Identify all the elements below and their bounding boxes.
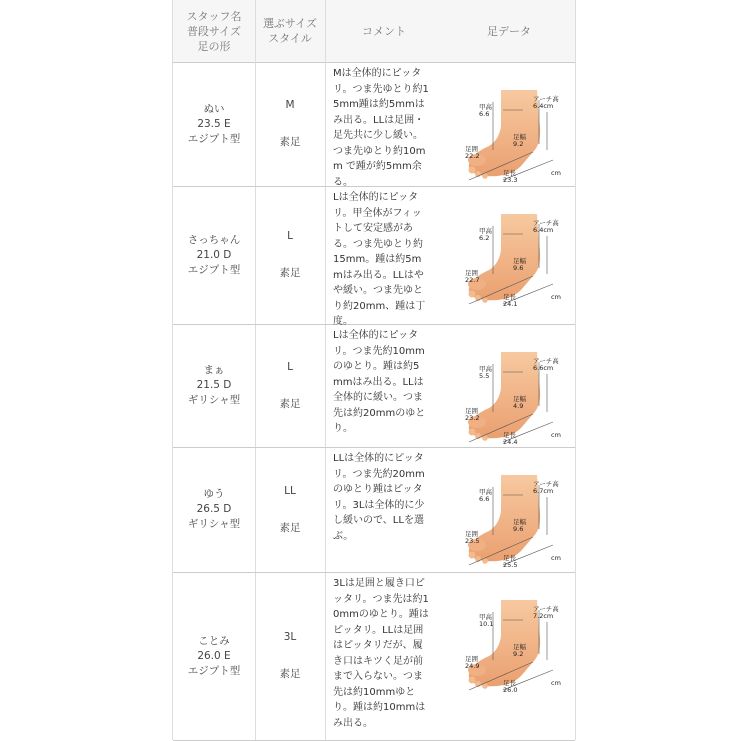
staff-name: まぁ [203, 364, 225, 376]
foot-illustration [463, 214, 569, 312]
chosen-size: LL [284, 484, 296, 497]
label-width: 足幅 9.6 [513, 257, 526, 272]
size-cell [255, 324, 325, 447]
label-length: 足長 24.1 [503, 293, 518, 308]
table-row [173, 572, 575, 741]
header-staff [173, 0, 255, 62]
staff-cell [173, 324, 255, 447]
label-arch: アーチ高 6.4cm [533, 95, 559, 110]
usual-size: 26.0 E [197, 649, 231, 662]
size-cell [255, 447, 325, 572]
label-arch: アーチ高 6.6cm [533, 357, 559, 372]
table-row [173, 186, 575, 325]
comment-text: LLは全体的にピッタリ。つま先約20mmのゆとり踵はピッタリ。3Lは全体的に少し緩いので、LLを選ぶ。 [333, 453, 425, 542]
usual-size: 23.5 E [197, 117, 231, 130]
foot-shape: ギリシャ型 [187, 518, 241, 530]
label-length: 足長 25.5 [503, 554, 518, 569]
foot-illustration [463, 352, 569, 450]
header-staff-line2: 普段サイズ [186, 24, 242, 38]
staff-name: ことみ [198, 634, 230, 647]
size-cell [255, 572, 325, 740]
size-cell [255, 62, 325, 186]
label-length: 足長 23.3 [503, 169, 518, 184]
label-instep: 甲高 10.1 [479, 613, 494, 628]
header-staff-line3: 足の形 [197, 39, 231, 53]
label-width: 足幅 9.6 [513, 518, 526, 533]
label-instep: 甲高 6.6 [479, 488, 492, 503]
label-girth: 足囲 23.5 [465, 530, 480, 545]
label-arch: アーチ高 6.7cm [533, 480, 559, 495]
foot-data-cell [453, 324, 571, 447]
header-comment: コメント [362, 24, 406, 38]
foot-data-cell [453, 572, 571, 740]
label-unit: cm [551, 293, 561, 301]
staff-name: ゆう [203, 488, 225, 500]
size-comparison-table [172, 0, 576, 740]
comment-text: Lは全体的にピッタリ。甲全体がフィットして安定感がある。つま先ゆとり約15mm。踵は約5mmはみ出る。LLはやや緩い。つま先ゆとり約20mm、踵は丁度。 [333, 192, 426, 327]
usual-size: 26.5 D [196, 503, 232, 515]
style-label: 素足 [279, 267, 301, 279]
label-girth: 足囲 22.2 [465, 145, 480, 160]
chosen-size: 3L [283, 631, 297, 643]
foot-shape: ギリシャ型 [187, 394, 241, 406]
comment-text: 3Lは足囲と履き口ピッタリ。つま先は約10mmのゆとり。踵はピッタリ。LLは足囲はピッタリだが、履き口はキツく足が前まで入らない。つま先は約10mmゆとり。踵は約10mmはみ出る。 [333, 578, 429, 729]
label-length: 足長 24.4 [503, 431, 518, 446]
label-arch: アーチ高 7.2cm [533, 605, 559, 620]
usual-size: 21.0 D [196, 248, 232, 261]
label-girth: 足囲 22.7 [465, 269, 480, 284]
label-instep: 甲高 5.5 [479, 365, 492, 380]
foot-shape: エジプト型 [187, 263, 241, 276]
chosen-size: M [285, 99, 295, 111]
foot-shape: エジプト型 [187, 132, 241, 145]
staff-cell [173, 572, 255, 740]
label-width: 足幅 4.9 [513, 395, 526, 410]
label-width: 足幅 9.2 [513, 133, 526, 148]
table-row [173, 62, 575, 187]
staff-name: ぬい [203, 102, 225, 115]
label-instep: 甲高 6.2 [479, 227, 492, 242]
style-label: 素足 [279, 397, 301, 410]
foot-data-cell [453, 62, 571, 186]
header-foot-data: 足データ [487, 24, 531, 38]
chosen-size: L [287, 360, 293, 373]
style-label: 素足 [279, 521, 301, 534]
staff-cell [173, 186, 255, 324]
header-staff-line1: スタッフ名 [186, 9, 242, 23]
foot-illustration [463, 90, 569, 188]
comment-text: Mは全体的にピッタリ。つま先ゆとり約15mm踵は約5mmはみ出る。LLは足囲・足先共に少し緩い。つま先ゆとり約10mm で踵が約5mm余る。 [333, 68, 429, 188]
label-width: 足幅 9.2 [513, 643, 526, 658]
foot-shape: エジプト型 [187, 664, 241, 677]
label-length: 足長 26.0 [503, 679, 518, 694]
staff-name: さっちゃん [187, 233, 241, 246]
label-unit: cm [551, 169, 561, 177]
style-label: 素足 [279, 136, 301, 148]
table-row [173, 447, 575, 573]
usual-size: 21.5 D [196, 379, 232, 391]
table-row [173, 324, 575, 448]
foot-data-cell [453, 447, 571, 572]
label-arch: アーチ高 6.4cm [533, 219, 559, 234]
label-unit: cm [551, 554, 561, 562]
comment-text: Lは全体的にピッタリ。つま先約10mmのゆとり。踵は約5mmはみ出る。LLは全体的に緩い。つま先は約20mmのゆとり。 [333, 330, 426, 434]
label-unit: cm [551, 679, 561, 687]
header-size-line2: スタイル [268, 32, 312, 45]
label-girth: 足囲 23.2 [465, 407, 480, 422]
staff-cell [173, 447, 255, 572]
staff-cell [173, 62, 255, 186]
style-label: 素足 [279, 668, 301, 680]
header-size [255, 0, 325, 62]
table-header [173, 0, 575, 63]
header-size-line1: 選ぶサイズ [262, 17, 318, 30]
size-cell [255, 186, 325, 324]
foot-illustration [463, 600, 569, 698]
label-unit: cm [551, 431, 561, 439]
chosen-size: L [287, 230, 293, 242]
foot-data-cell [453, 186, 571, 324]
label-girth: 足囲 24.9 [465, 655, 480, 670]
foot-illustration [463, 475, 569, 573]
label-instep: 甲高 6.6 [479, 103, 492, 118]
